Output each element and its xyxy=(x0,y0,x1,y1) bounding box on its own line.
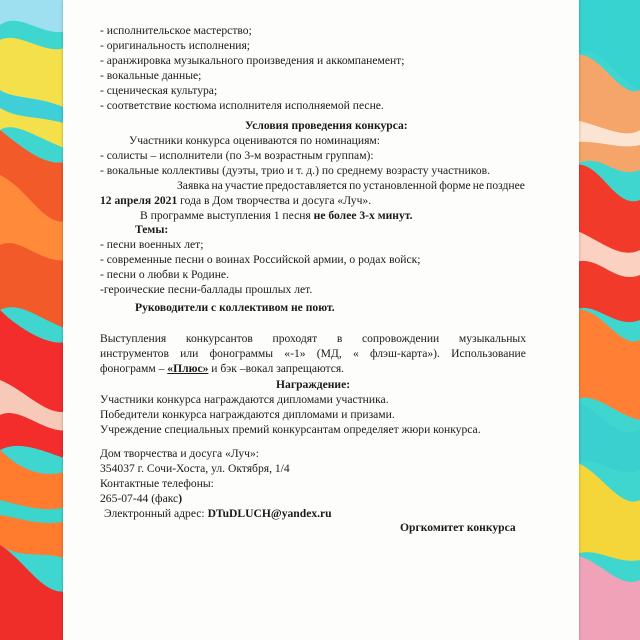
performance-line: Выступления конкурсантов проходят в сопровождении музыкальных xyxy=(100,332,526,345)
email-address: DTuDLUCH@yandex.ru xyxy=(207,507,332,520)
performance-line: фонограмм – «Плюс» и бэк –вокал запрещаются. xyxy=(100,362,345,375)
deadline-line: 12 апреля 2021 года в Дом творчества и досуга «Луч». xyxy=(100,194,372,207)
program-line: В программе выступления 1 песня не более 3-х минут. xyxy=(140,209,413,222)
theme-item: - песни военных лет; xyxy=(100,238,204,251)
criteria-item: - сценическая культура; xyxy=(100,84,218,97)
phone-number: 265-07-44 (факс) xyxy=(100,492,183,505)
phones-label: Контактные телефоны: xyxy=(100,477,214,490)
org-address: 354037 г. Сочи-Хоста, ул. Октября, 1/4 xyxy=(100,462,290,475)
criteria-item: - исполнительское мастерство; xyxy=(100,24,252,37)
nomination-item: - солисты – исполнители (по 3-м возрастным группам): xyxy=(100,149,374,162)
org-name: Дом творчества и досуга «Луч»: xyxy=(100,447,260,460)
theme-item: -героические песни-баллады прошлых лет. xyxy=(100,283,313,296)
application-line: Заявка на участие предоставляется по установленной форме не позднее xyxy=(177,179,525,192)
deadline-date: 12 апреля 2021 xyxy=(100,194,178,207)
criteria-item: - вокальные данные; xyxy=(100,69,202,82)
award-item: Участники конкурса награждаются дипломами участника. xyxy=(100,393,389,406)
awards-heading: Награждение: xyxy=(276,378,351,391)
conditions-heading: Условия проведения конкурса: xyxy=(245,119,408,132)
conditions-intro: Участники конкурса оцениваются по номинациям: xyxy=(129,134,380,147)
leaders-note: Руководители с коллективом не поют. xyxy=(135,301,335,314)
email-line: Электронный адрес: DTuDLUCH@yandex.ru xyxy=(104,507,332,520)
document-text xyxy=(63,0,579,640)
document-page xyxy=(63,0,579,640)
plus-soundtrack-label: «Плюс» xyxy=(167,362,209,375)
theme-item: - современные песни о воинах Российской армии, о родах войск; xyxy=(100,253,421,266)
program-duration: не более 3-х минут. xyxy=(313,209,413,222)
signature: Оргкомитет конкурса xyxy=(400,521,516,534)
nomination-item: - вокальные коллективы (дуэты, трио и т. д.) по среднему возрасту участников. xyxy=(100,164,491,177)
award-item: Победители конкурса награждаются дипломами и призами. xyxy=(100,408,395,421)
theme-item: - песни о любви к Родине. xyxy=(100,268,229,281)
criteria-item: - оригинальность исполнения; xyxy=(100,39,251,52)
criteria-item: - аранжировка музыкального произведения и аккомпанемент; xyxy=(100,54,405,67)
award-item: Учреждение специальных премий конкурсантам определяет жюри конкурса. xyxy=(100,423,481,436)
themes-heading: Темы: xyxy=(135,223,169,236)
criteria-item: - соответствие костюма исполнителя исполняемой песне. xyxy=(100,99,384,112)
performance-line: инструментов или фонограммы «-1» (МД, « флэш-карта»). Использование xyxy=(100,347,526,360)
